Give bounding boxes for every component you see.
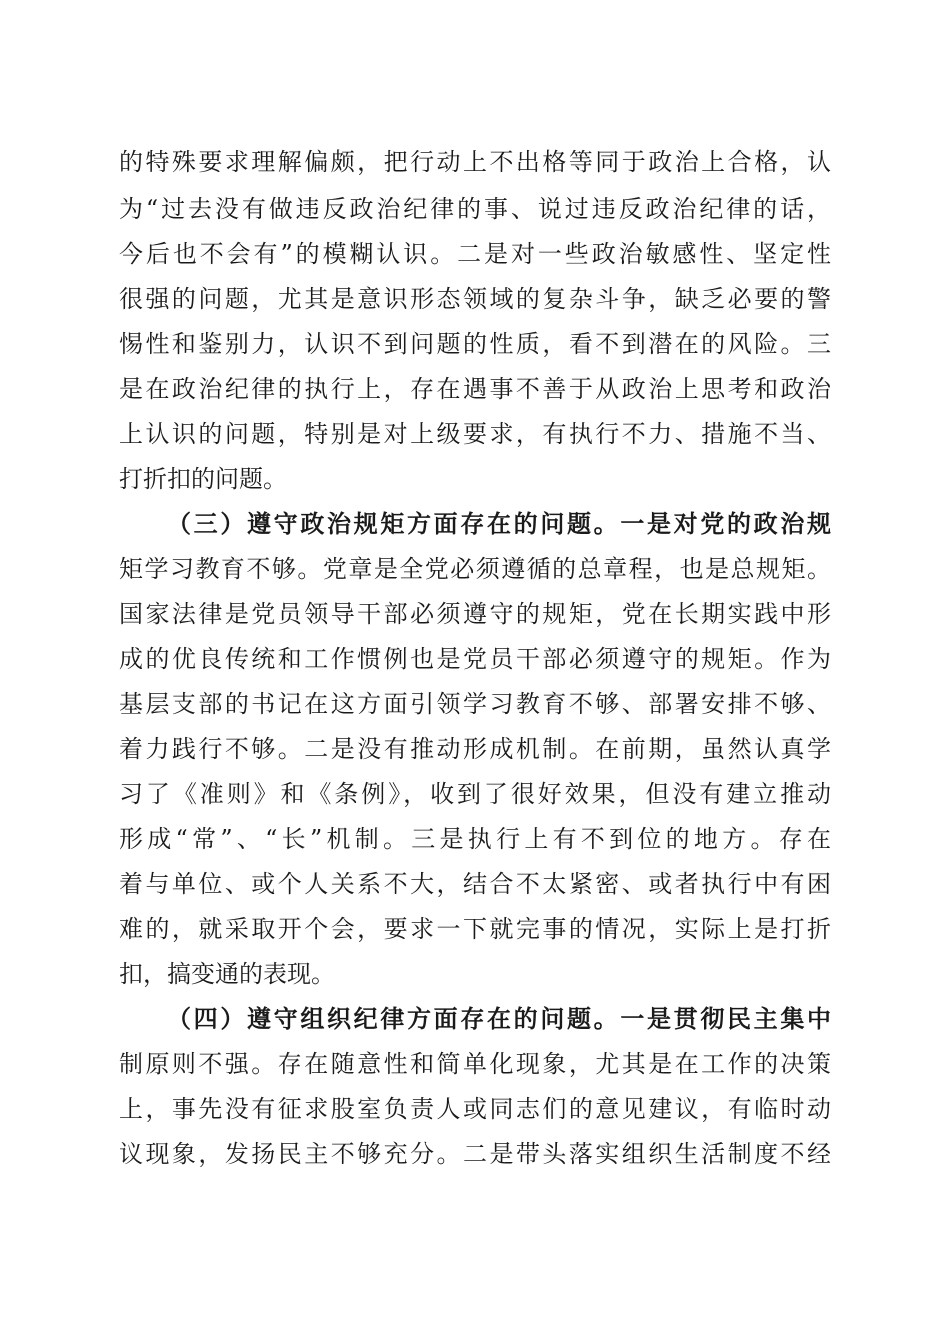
section-heading-four: （四）遵守组织纪律方面存在的问题。一是贯彻民主集中 xyxy=(167,1004,831,1033)
text-line-10: 矩学习教育不够。党章是全党必须遵循的总章程，也是总规矩。 xyxy=(119,555,831,583)
text-line-12: 成的优良传统和工作惯例也是党员干部必须遵守的规矩。作为 xyxy=(119,645,831,673)
text-line-5: 惕性和鉴别力，认识不到问题的性质，看不到潜在的风险。三 xyxy=(119,330,831,358)
text-line-11: 国家法律是党员领导干部必须遵守的规矩，党在长期实践中形 xyxy=(119,600,831,628)
text-line-21: 制原则不强。存在随意性和简单化现象，尤其是在工作的决策 xyxy=(119,1050,831,1078)
text-line-19: 扣，搞变通的表现。 xyxy=(119,960,335,988)
text-line-6: 是在政治纪律的执行上，存在遇事不善于从政治上思考和政治 xyxy=(119,375,831,403)
text-line-2: 为“过去没有做违反政治纪律的事、说过违反政治纪律的话， xyxy=(119,195,831,223)
text-line-22: 上，事先没有征求股室负责人或同志们的意见建议，有临时动 xyxy=(119,1095,831,1123)
text-line-1: 的特殊要求理解偏颇，把行动上不出格等同于政治上合格，认 xyxy=(119,148,831,176)
text-line-23: 议现象，发扬民主不够充分。二是带头落实组织生活制度不经 xyxy=(119,1140,831,1168)
text-line-8: 打折扣的问题。 xyxy=(119,465,287,493)
text-line-14: 着力践行不够。二是没有推动形成机制。在前期，虽然认真学 xyxy=(119,735,831,763)
section-heading-three: （三）遵守政治规矩方面存在的问题。一是对党的政治规 xyxy=(167,509,831,538)
text-line-7: 上认识的问题，特别是对上级要求，有执行不力、措施不当、 xyxy=(119,420,831,448)
text-line-18: 难的，就采取开个会，要求一下就完事的情况，实际上是打折 xyxy=(119,915,831,943)
text-line-3: 今后也不会有”的模糊认识。二是对一些政治敏感性、坚定性 xyxy=(119,240,831,268)
text-line-13: 基层支部的书记在这方面引领学习教育不够、部署安排不够、 xyxy=(119,690,831,718)
text-line-4: 很强的问题，尤其是意识形态领域的复杂斗争，缺乏必要的警 xyxy=(119,285,831,313)
text-line-15: 习了《准则》和《条例》，收到了很好效果，但没有建立推动 xyxy=(119,780,831,808)
text-line-16: 形成“常”、“长”机制。三是执行上有不到位的地方。存在 xyxy=(119,825,831,853)
text-line-17: 着与单位、或个人关系不大，结合不太紧密、或者执行中有困 xyxy=(119,870,831,898)
